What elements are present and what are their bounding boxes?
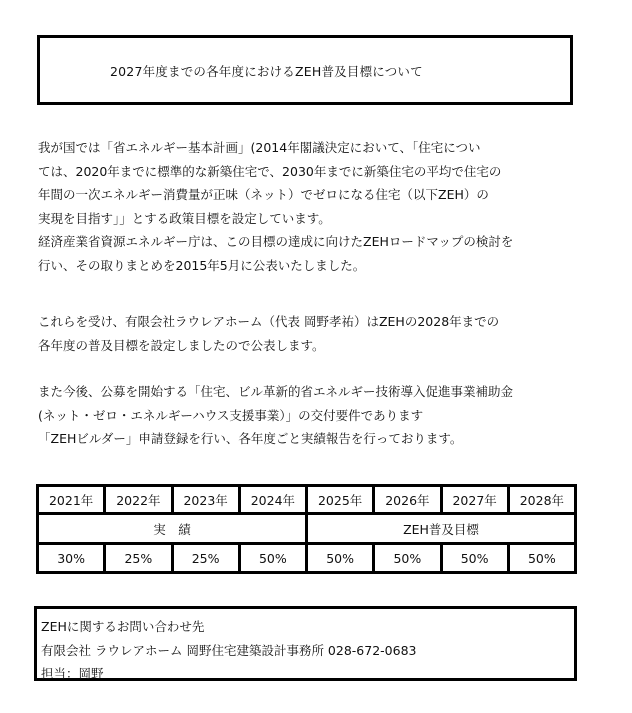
year-cell: 2023年: [172, 486, 239, 514]
value-cell: 50%: [508, 544, 575, 573]
contact-company: 有限会社 ラウレアホーム 岡野住宅建築設計事務所 028-672-0683: [41, 642, 417, 658]
announcement-line: 各年度の普及目標を設定しましたので公表します。: [38, 337, 325, 353]
page-title: 2027年度までの各年度におけるZEH普及目標について: [110, 64, 423, 79]
year-cell: 2027年: [441, 486, 508, 514]
year-cell: 2026年: [374, 486, 441, 514]
value-cell: 50%: [239, 544, 306, 573]
year-cell: 2021年: [38, 486, 105, 514]
contact-person: 担当：岡野: [41, 666, 104, 681]
announcement-paragraph: [38, 310, 608, 357]
announcement-line: これらを受け、有限会社ラウレアホーム（代表 岡野孝祐）はZEHの2028年までの: [38, 314, 500, 329]
value-cell: 50%: [441, 544, 508, 573]
intro-paragraph: [38, 136, 608, 278]
contact-heading: ZEHに関するお問い合わせ先: [41, 619, 205, 634]
year-cell: 2022年: [105, 486, 172, 514]
value-cell: 25%: [105, 544, 172, 573]
year-cell: 2025年: [307, 486, 374, 514]
intro-line: 実現を目指す」」とする政策目標を設定しています。: [38, 210, 331, 226]
value-cell: 25%: [172, 544, 239, 573]
year-cell: 2028年: [508, 486, 575, 514]
intro-line: 年間の一次エネルギー消費量が正味（ネット）でゼロになる住宅（以下ZEH）の: [38, 187, 489, 203]
subsidy-line: 「ZEHビルダー」申請登録を行い、各年度ごと実績報告を行っております。: [38, 431, 463, 447]
year-row: [38, 486, 576, 514]
category-row: [38, 514, 576, 544]
subsidy-line: また今後、公募を開始する「住宅、ビル革新的省エネルギー技術導入促進事業補助金: [38, 384, 514, 399]
value-cell: 30%: [38, 544, 105, 573]
actual-label: 実 績: [38, 514, 307, 544]
subsidy-paragraph: [38, 380, 608, 451]
intro-line: ては、2020年までに標準的な新築住宅で、2030年までに新築住宅の平均で住宅の: [38, 163, 502, 179]
year-cell: 2024年: [239, 486, 306, 514]
intro-line: 我が国では「省エネルギー基本計画」(2014年閣議決定において、「住宅につい: [38, 140, 481, 155]
value-row: [38, 544, 576, 573]
target-label: ZEH普及目標: [307, 514, 576, 544]
zeh-target-table: [36, 484, 577, 574]
title-box: [37, 35, 573, 105]
intro-line: 経済産業省資源エネルギー庁は、この目標の達成に向けたZEHロードマップの検討を: [38, 234, 514, 250]
value-cell: 50%: [307, 544, 374, 573]
subsidy-line: (ネット・ゼロ・エネルギーハウス支援事業）」の交付要件であります: [38, 407, 424, 423]
contact-box: [34, 606, 577, 681]
value-cell: 50%: [374, 544, 441, 573]
intro-line: 行い、その取りまとめを2015年5月に公表いたしました。: [38, 257, 366, 273]
